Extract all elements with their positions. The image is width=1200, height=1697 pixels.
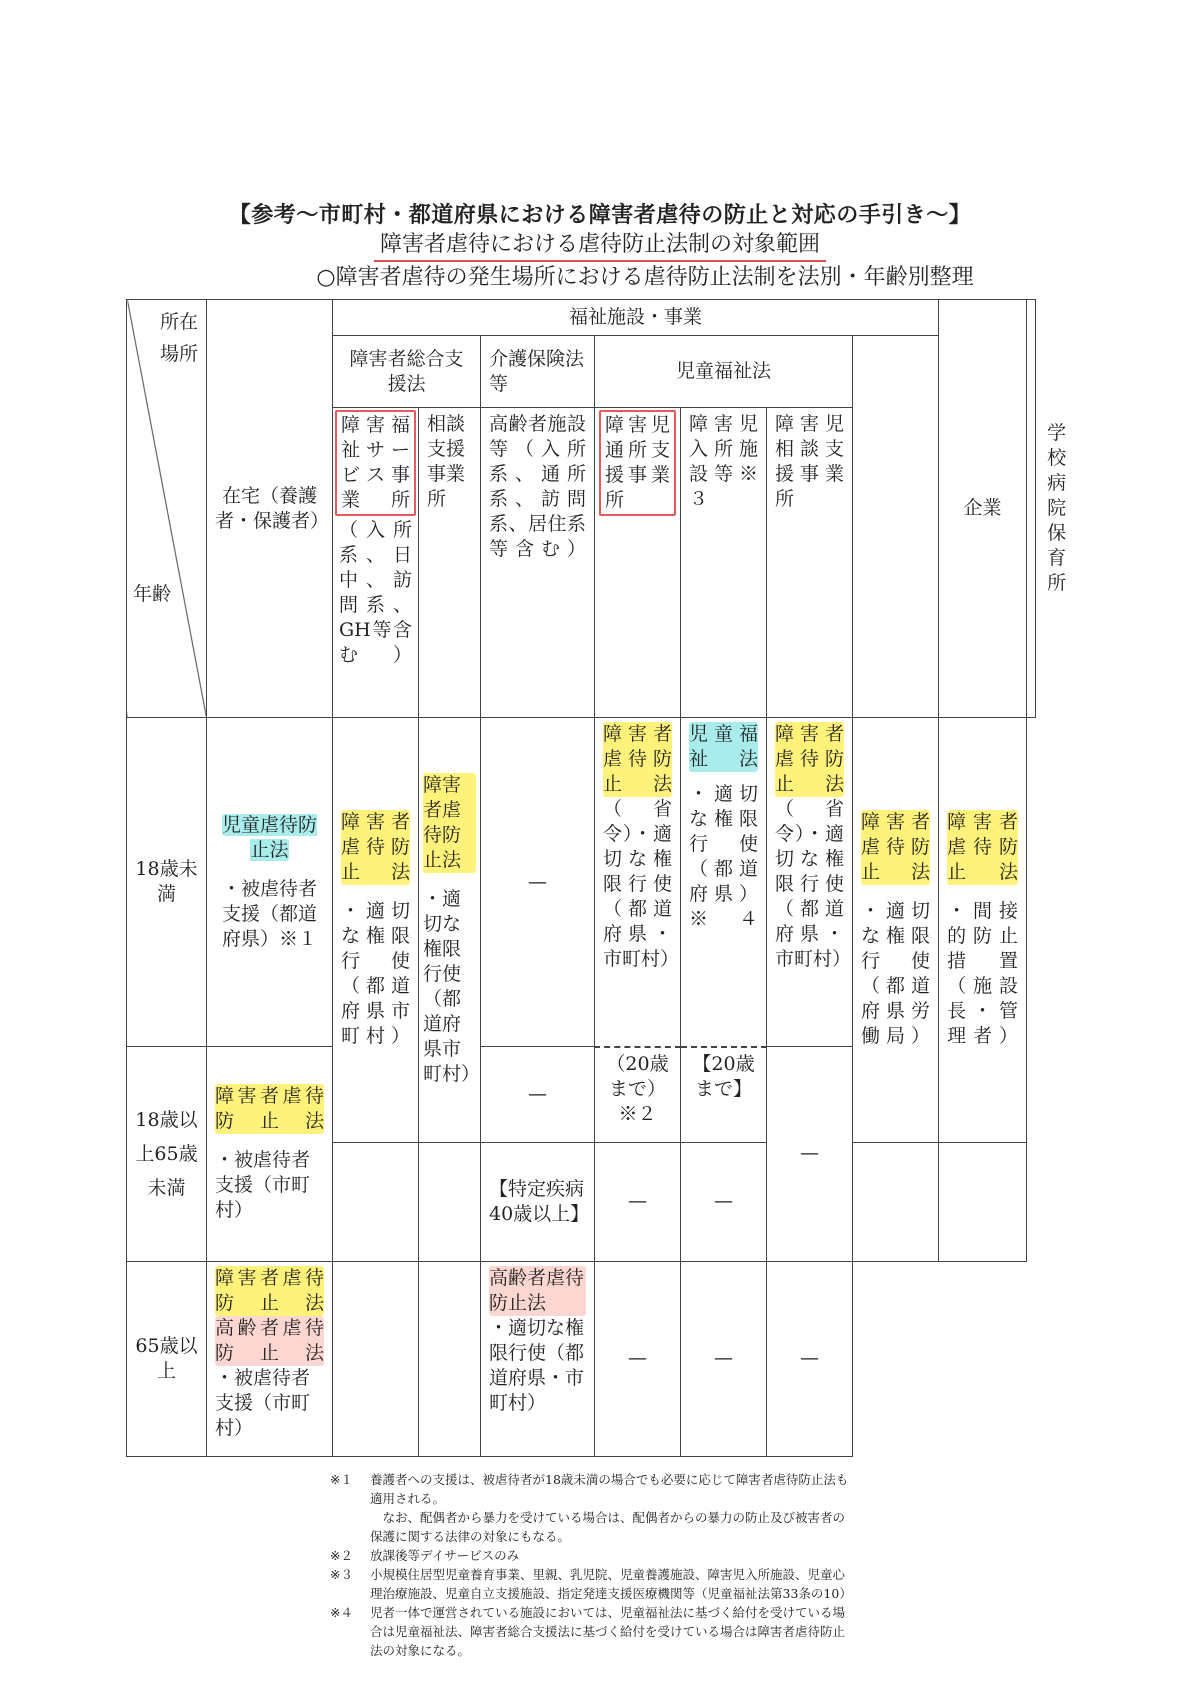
elderly-18-65: — — [481, 1047, 595, 1143]
header-school-text: 学校病院保育所 — [1047, 422, 1067, 595]
child-res-18-65-b: — — [681, 1142, 767, 1261]
elderly-65-desc: ・適切な権限行使（都道府県・市町村） — [489, 1316, 585, 1414]
footnotes — [330, 1470, 850, 1660]
title-reference: 【参考〜市町村・都道府県における障害者虐待の防止と対応の手引き〜】 — [228, 202, 972, 228]
footnote-2 — [330, 1546, 850, 1565]
child-day-65: — — [595, 1261, 681, 1456]
title-main: 障害者虐待における虐待防止法制の対象範囲 — [374, 230, 826, 262]
header-consult-office: 相談支援事業所 — [419, 408, 481, 718]
age-18-65: 18歳以上65歳未満 — [127, 1047, 207, 1261]
disabled-abuse-law-tag-65: 障害者虐待防止法 — [215, 1266, 324, 1314]
child-res-under-18 — [681, 718, 767, 1047]
child-welfare-law-tag: 児童福祉法 — [689, 723, 758, 771]
header-law-jido: 児童福祉法 — [595, 336, 853, 408]
child-consult-under-18 — [767, 718, 853, 1047]
header-school — [1027, 300, 1067, 718]
diagonal-header-cell — [127, 300, 207, 718]
header-child-day — [595, 408, 681, 718]
child-consult-18-65: — — [767, 1047, 853, 1261]
child-abuse-law-tag: 児童虐待防止法 — [221, 813, 317, 861]
footnote-1-mark: ※１ — [330, 1472, 353, 1487]
header-elderly-facility: 高齢者施設等（入所系、通所系、訪問系、居住系等含む） — [481, 408, 595, 718]
school-18-65-continued — [939, 1142, 1027, 1261]
header-age-label: 年齢 — [133, 583, 172, 606]
child-day-desc: （省令）・適切な権限行使（都道府県・市町村） — [603, 798, 680, 971]
service-law-tag: 障害者虐待防止法 — [341, 811, 410, 884]
header-law-kaigo: 介護保険法等 — [481, 336, 595, 408]
header-welfare: 福祉施設・事業 — [333, 300, 939, 336]
title-block — [0, 200, 1200, 294]
header-company: 企業 — [939, 300, 1027, 718]
service-office-box: 障害福祉サービス事業所 — [335, 410, 416, 516]
company-law-desc: ・適切な権限行使（都道府県労働局） — [861, 900, 931, 1048]
service-office-rest: （入所系、日中、訪問系、GH等含む） — [339, 519, 412, 667]
header-child-consult: 障害児相談支援事業所 — [767, 408, 853, 718]
elderly-law-tag: 高齢者虐待防止法 — [489, 1266, 585, 1314]
footnote-1b: なお、配偶者から暴力を受けている場合は、配偶者からの暴力の防止及び被害者の保護に関する法律の対象にもなる。 — [370, 1510, 846, 1544]
home-65-plus — [207, 1261, 333, 1456]
consult-18-65-continued — [419, 1142, 481, 1261]
header-home-text: 在宅（養護者・保護者） — [215, 484, 330, 532]
school-law-desc: ・間接的防止措置（施設長・管理者） — [947, 900, 1019, 1048]
age-65-plus: 65歳以上 — [127, 1261, 207, 1456]
footnote-4 — [330, 1603, 850, 1660]
child-day-under-18 — [595, 718, 681, 1047]
company-law — [853, 718, 939, 1143]
footnote-4-text: 児者一体で運営されている施設においては、児童福祉法に基づく給付を受けている場合は児童福祉法、障害者総合支援法に基づく給付を受けている場合は障害者虐待防止法の対象になる。 — [370, 1605, 846, 1658]
header-home — [207, 300, 333, 718]
child-day-box: 障害児通所支援事業所 — [599, 410, 676, 516]
header-child-residential: 障害児入所施設等※３ — [681, 408, 767, 718]
child-res-desc: ・適切な権限行使（都道府県）※４ — [689, 783, 758, 931]
elderly-tokutei: 【特定疾病40歳以上】 — [481, 1142, 595, 1261]
company-18-65-continued — [853, 1142, 939, 1261]
footnote-3-text: 小規模住居型児童養育事業、里親、乳児院、児童養護施設、障害児入所施設、児童心理治療施設、児童自立支援施設、指定発達支援医療機関等（児童福祉法第33条の10） — [370, 1567, 852, 1601]
child-day-18-65: （20歳まで）※２ — [595, 1047, 681, 1143]
home-under-18 — [207, 718, 333, 1047]
consult-law-tag: 障害者虐待防止法 — [423, 773, 476, 873]
child-day-law-tag: 障害者虐待防止法 — [603, 723, 672, 796]
child-consult-65: — — [767, 1261, 853, 1456]
header-service-office — [333, 408, 419, 718]
elderly-65-plus — [481, 1261, 595, 1456]
footnote-1-text: 養護者への支援は、被虐待者が18歳未満の場合でも必要に応じて障害者虐待防止法も適用される。 — [370, 1472, 849, 1506]
age-under-18: 18歳未満 — [127, 718, 207, 1047]
home-18-65 — [207, 1047, 333, 1261]
footnote-2-text: 放課後等デイサービスのみ — [370, 1548, 520, 1563]
elderly-under-18: — — [481, 718, 595, 1047]
child-consult-law-tag: 障害者虐待防止法 — [775, 723, 844, 796]
school-law-tag: 障害者虐待防止法 — [947, 811, 1019, 884]
service-office-law — [333, 718, 419, 1143]
home-under-18-desc: ・被虐待者支援（都道府県）※１ — [221, 877, 317, 950]
company-law-tag: 障害者虐待防止法 — [861, 811, 931, 884]
child-day-18-65-b: — — [595, 1142, 681, 1261]
consult-law-desc: ・適切な権限行使（都道府県市町村） — [423, 887, 481, 1085]
header-location-label-b: 場所 — [159, 343, 198, 365]
footnote-4-mark: ※４ — [330, 1605, 353, 1620]
consult-office-law — [419, 718, 481, 1143]
footnote-2-mark: ※２ — [330, 1548, 353, 1563]
child-res-18-65: 【20歳まで】 — [681, 1047, 767, 1143]
header-law-sogo: 障害者総合支援法 — [333, 336, 481, 408]
header-location-label-a: 所在 — [159, 311, 198, 333]
title-sub: ○障害者虐待の発生場所における虐待防止法制を法別・年齢別整理 — [316, 265, 974, 290]
child-consult-desc: （省令）・適切な権限行使（都道府県・市町村） — [775, 798, 852, 971]
home-18-65-desc: ・被虐待者支援（市町村） — [215, 1149, 311, 1222]
soudan-18-65-continued — [333, 1142, 419, 1261]
footnote-1 — [330, 1470, 850, 1508]
disabled-abuse-law-tag: 障害者虐待防止法 — [215, 1085, 324, 1133]
service-law-desc: ・適切な権限行使（都道府県市町村） — [341, 900, 410, 1048]
consult-65-plus — [419, 1261, 481, 1456]
school-law — [939, 718, 1027, 1143]
home-65-desc: ・被虐待者支援（市町村） — [215, 1366, 311, 1439]
footnote-3-mark: ※３ — [330, 1567, 353, 1582]
elderly-abuse-law-tag-65: 高齢者虐待防止法 — [215, 1316, 324, 1364]
abuse-law-table — [126, 299, 1067, 1457]
service-65-plus — [333, 1261, 419, 1456]
footnote-3 — [330, 1565, 850, 1603]
child-res-65: — — [681, 1261, 767, 1456]
